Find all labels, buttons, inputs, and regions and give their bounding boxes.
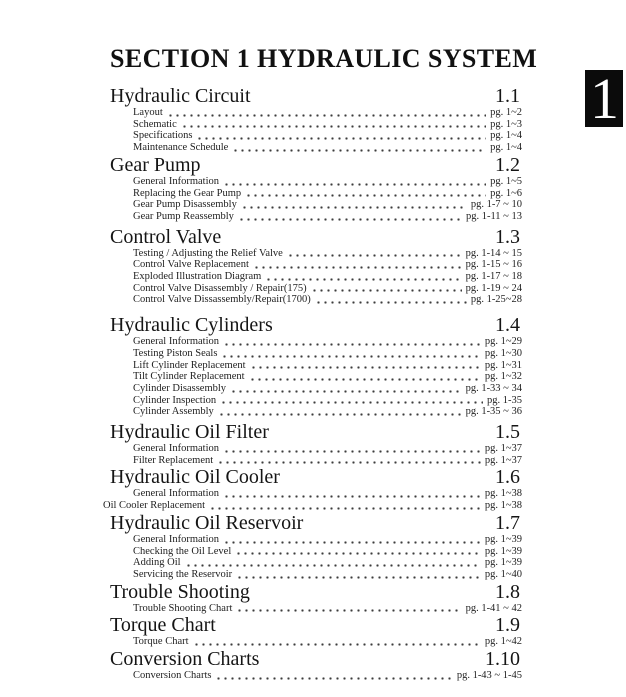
section-title: Hydraulic Circuit bbox=[110, 85, 251, 107]
toc-entry bbox=[133, 569, 522, 581]
section-heading bbox=[110, 85, 522, 107]
dot-leader bbox=[181, 125, 486, 128]
toc-entry bbox=[133, 371, 522, 383]
toc-entry-label: Gear Pump Reassembly bbox=[133, 210, 234, 222]
toc-entry bbox=[133, 455, 522, 467]
section-number: 1.8 bbox=[495, 580, 520, 603]
section-heading bbox=[110, 421, 522, 443]
toc-entry bbox=[133, 603, 522, 615]
dot-leader bbox=[245, 194, 486, 197]
table-of-contents bbox=[103, 44, 538, 682]
dot-leader bbox=[196, 137, 486, 140]
toc-entry bbox=[133, 142, 522, 154]
toc-entry-page: pg. 1-41 ~ 42 bbox=[465, 602, 522, 614]
toc-entry bbox=[133, 107, 522, 119]
section-number: 1.3 bbox=[495, 225, 520, 248]
toc-entry-page: pg. 1~38 bbox=[484, 500, 522, 512]
toc-entry bbox=[133, 119, 522, 131]
toc-entry bbox=[133, 406, 522, 418]
dot-leader bbox=[223, 541, 481, 544]
dot-leader bbox=[220, 401, 483, 404]
toc-entry bbox=[133, 188, 522, 200]
toc-entry-label: Adding Oil bbox=[133, 557, 181, 569]
toc-entry-page: pg. 1~39 bbox=[484, 545, 522, 557]
toc-entry-page: pg. 1-43 ~ 1-45 bbox=[456, 670, 522, 682]
dot-leader bbox=[238, 218, 462, 221]
toc-entry-page: pg. 1~37 bbox=[484, 443, 522, 455]
toc-entry-label: Gear Pump Disassembly bbox=[133, 199, 237, 211]
section-number: 1.7 bbox=[495, 511, 520, 534]
toc-entry bbox=[133, 348, 522, 360]
toc-section bbox=[110, 648, 522, 682]
toc-entry-page: pg. 1~40 bbox=[484, 568, 522, 580]
toc-section bbox=[110, 154, 522, 223]
toc-entry bbox=[133, 283, 522, 295]
toc-entry-page: pg. 1-19 ~ 24 bbox=[465, 282, 522, 294]
toc-entry-label: Lift Cylinder Replacement bbox=[133, 359, 246, 371]
toc-entry-label: Torque Chart bbox=[133, 636, 189, 648]
section-title: Conversion Charts bbox=[110, 648, 260, 671]
toc-section bbox=[110, 512, 522, 581]
section-title: Gear Pump bbox=[110, 153, 201, 176]
section-title: Hydraulic Oil Cooler bbox=[110, 466, 280, 489]
toc-entry bbox=[133, 636, 522, 648]
toc-entry-page: pg. 1~39 bbox=[484, 533, 522, 545]
toc-entry bbox=[133, 534, 522, 546]
toc-entry-label: Testing / Adjusting the Relief Valve bbox=[133, 247, 283, 259]
toc-entry-label: General Information bbox=[133, 488, 220, 500]
toc-entry-page: pg. 1-25~28 bbox=[470, 294, 522, 306]
dot-leader bbox=[265, 278, 461, 281]
dot-leader bbox=[223, 450, 481, 453]
toc-entry-label: Control Valve Replacement bbox=[133, 259, 249, 271]
dot-leader bbox=[250, 366, 481, 369]
section-number: 1.2 bbox=[495, 153, 520, 176]
dot-leader bbox=[249, 378, 481, 381]
toc-entry-label: Layout bbox=[133, 107, 163, 118]
dot-leader bbox=[215, 677, 452, 680]
toc-section bbox=[110, 85, 522, 154]
toc-entry-label: General Information bbox=[133, 533, 220, 545]
toc-section bbox=[103, 466, 522, 512]
toc-entry-label: Control Valve Disassembly / Repair(175) bbox=[133, 282, 307, 294]
toc-entry-page: pg. 1~3 bbox=[490, 118, 522, 130]
toc-entry-label: Schematic bbox=[133, 118, 177, 130]
toc-entry-label: General Information bbox=[133, 175, 220, 187]
toc-entry-label: Cylinder Assembly bbox=[133, 406, 214, 418]
toc-entry-page: pg. 1~5 bbox=[490, 175, 522, 187]
section-number: 1.6 bbox=[495, 466, 520, 489]
toc-entry-page: pg. 1-7 ~ 10 bbox=[470, 199, 522, 211]
toc-entry bbox=[133, 199, 522, 211]
toc-entry-page: pg. 1-15 ~ 16 bbox=[465, 259, 522, 271]
toc-entry bbox=[133, 383, 522, 395]
toc-entry bbox=[133, 259, 522, 271]
toc-entry bbox=[133, 211, 522, 223]
toc-section bbox=[110, 581, 522, 615]
dot-leader bbox=[209, 507, 481, 510]
dot-leader bbox=[223, 183, 486, 186]
section-tab bbox=[585, 65, 623, 131]
section-heading bbox=[110, 581, 522, 603]
toc-entry-label: Oil Cooler Replacement bbox=[103, 500, 206, 512]
section-number: 1.5 bbox=[495, 421, 520, 444]
toc-entry-page: pg. 1~4 bbox=[490, 142, 522, 154]
dot-leader bbox=[232, 149, 486, 152]
dot-leader bbox=[217, 461, 481, 464]
toc-section bbox=[110, 314, 522, 418]
toc-entry bbox=[133, 271, 522, 283]
toc-entry-label: Maintenance Schedule bbox=[133, 142, 229, 154]
toc-entry-page: pg. 1~37 bbox=[484, 454, 522, 466]
toc-entry-page: pg. 1-11 ~ 13 bbox=[465, 210, 522, 222]
toc-entry-page: pg. 1~2 bbox=[490, 107, 522, 118]
dot-leader bbox=[230, 390, 462, 393]
dot-leader bbox=[218, 413, 462, 416]
toc-section bbox=[110, 614, 522, 648]
toc-entry bbox=[133, 176, 522, 188]
section-title: Hydraulic Oil Reservoir bbox=[110, 511, 304, 534]
toc-entry-label: General Information bbox=[133, 336, 220, 348]
toc-entry-label: Cylinder Disassembly bbox=[133, 382, 227, 394]
toc-entry-label: General Information bbox=[133, 443, 220, 455]
section-number: 1.1 bbox=[495, 85, 520, 107]
dot-leader bbox=[185, 564, 481, 567]
toc-entry-page: pg. 1~39 bbox=[484, 557, 522, 569]
toc-entry bbox=[133, 443, 522, 455]
dot-leader bbox=[223, 495, 481, 498]
toc-entry-page: pg. 1~38 bbox=[484, 488, 522, 500]
toc-entry-label: Cylinder Inspection bbox=[133, 394, 217, 406]
toc-entry bbox=[133, 395, 522, 407]
toc-entry-page: pg. 1~6 bbox=[490, 187, 522, 199]
toc-entry-page: pg. 1-17 ~ 18 bbox=[465, 271, 522, 283]
toc-entry-label: Tilt Cylinder Replacement bbox=[133, 371, 245, 383]
toc-entry-label: Control Valve Dissassembly/Repair(1700) bbox=[133, 294, 311, 306]
toc-entry bbox=[133, 488, 522, 500]
dot-leader bbox=[253, 266, 462, 269]
section-heading bbox=[110, 614, 522, 636]
dot-leader bbox=[287, 254, 462, 257]
section-title: Trouble Shooting bbox=[110, 580, 250, 603]
section-heading bbox=[110, 154, 522, 176]
toc-entry-page: pg. 1~4 bbox=[490, 130, 522, 142]
section-heading bbox=[110, 226, 522, 248]
section-heading bbox=[110, 648, 522, 670]
toc-entry bbox=[133, 336, 522, 348]
toc-entry-page: pg. 1~29 bbox=[484, 336, 522, 348]
toc-entry-label: Exploded Illustration Diagram bbox=[133, 271, 262, 283]
toc-entry bbox=[133, 557, 522, 569]
section-number: 1.4 bbox=[495, 314, 520, 337]
section-title: Hydraulic Oil Filter bbox=[110, 421, 269, 444]
section-number: 1.9 bbox=[495, 614, 520, 637]
section-title: Control Valve bbox=[110, 225, 222, 248]
toc-entry-label: Filter Replacement bbox=[133, 454, 214, 466]
toc-entry bbox=[103, 500, 522, 512]
toc-entry-label: Servicing the Reservoir bbox=[133, 568, 233, 580]
toc-entry-label: Checking the Oil Level bbox=[133, 545, 232, 557]
section-title: Torque Chart bbox=[110, 614, 216, 637]
section-title: Hydraulic Cylinders bbox=[110, 314, 273, 337]
dot-leader bbox=[167, 114, 486, 117]
section-number: 1.10 bbox=[485, 648, 520, 671]
toc-entry bbox=[133, 360, 522, 372]
section-heading bbox=[110, 466, 522, 488]
toc-entry-label: Trouble Shooting Chart bbox=[133, 602, 233, 614]
toc-entry-page: pg. 1-35 bbox=[487, 394, 522, 406]
toc-entry-page: pg. 1~32 bbox=[484, 371, 522, 383]
toc-section bbox=[110, 421, 522, 466]
toc-entry-page: pg. 1~42 bbox=[484, 636, 522, 648]
dot-leader bbox=[223, 343, 481, 346]
dot-leader bbox=[311, 289, 462, 292]
toc-entry bbox=[133, 130, 522, 142]
dot-leader bbox=[193, 643, 481, 646]
toc-entry-page: pg. 1~31 bbox=[484, 359, 522, 371]
dot-leader bbox=[236, 576, 481, 579]
toc-entry bbox=[133, 294, 522, 306]
toc-entry-label: Testing Piston Seals bbox=[133, 347, 218, 359]
dot-leader bbox=[241, 206, 467, 209]
dot-leader bbox=[235, 552, 481, 555]
section-tab-number: 1 bbox=[590, 65, 619, 131]
section-heading bbox=[110, 314, 522, 336]
toc-entry-label: Conversion Charts bbox=[133, 670, 212, 682]
dot-leader bbox=[236, 609, 461, 612]
toc-entry-label: Specifications bbox=[133, 130, 193, 142]
toc-entry-label: Replacing the Gear Pump bbox=[133, 187, 242, 199]
section-heading bbox=[110, 512, 522, 534]
toc-entry-page: pg. 1-35 ~ 36 bbox=[465, 406, 522, 418]
toc-entry bbox=[133, 546, 522, 558]
toc-entry-page: pg. 1-14 ~ 15 bbox=[465, 247, 522, 259]
toc-entry bbox=[133, 248, 522, 260]
dot-leader bbox=[315, 301, 467, 304]
toc-entry-page: pg. 1-33 ~ 34 bbox=[465, 382, 522, 394]
dot-leader bbox=[221, 355, 480, 358]
toc-entry-page: pg. 1~30 bbox=[484, 347, 522, 359]
page-title: SECTION 1 HYDRAULIC SYSTEM bbox=[110, 44, 538, 73]
toc-entry bbox=[133, 670, 522, 682]
toc-section bbox=[110, 226, 522, 307]
